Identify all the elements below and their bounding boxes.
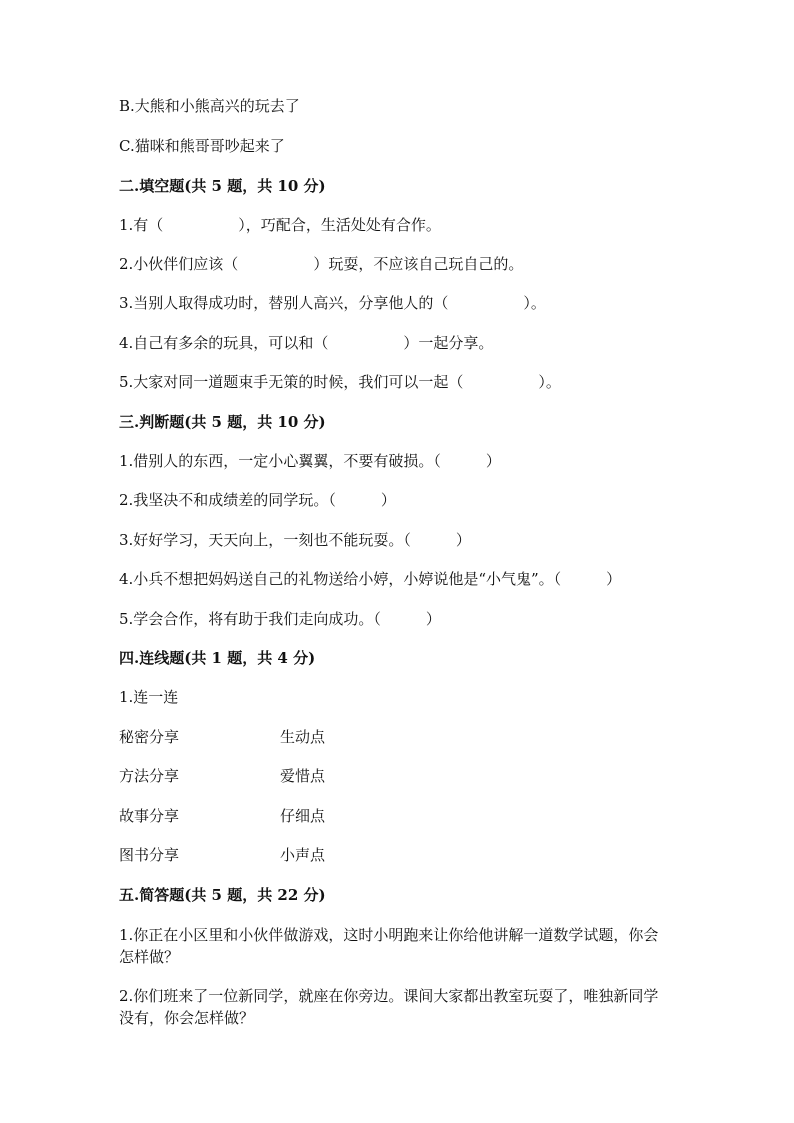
- matching-right-item: 小声点: [280, 846, 326, 864]
- question-item: 2.小伙伴们应该（ ）玩耍，不应该自己玩自己的。: [119, 255, 524, 273]
- matching-left-item: 故事分享: [119, 807, 180, 825]
- section-heading-short-answer: 五.简答题(共 5 题，共 22 分): [119, 886, 326, 904]
- question-item: 2.我坚决不和成绩差的同学玩。（ ）: [119, 491, 396, 509]
- matching-left-item: 秘密分享: [119, 728, 180, 746]
- question-item: 3.当别人取得成功时，替别人高兴，分享他人的（ ）。: [119, 294, 546, 312]
- question-item: 5.学会合作，将有助于我们走向成功。（ ）: [119, 610, 441, 628]
- question-item: 3.好好学习，天天向上，一刻也不能玩耍。（ ）: [119, 531, 471, 549]
- question-item: 1.借别人的东西，一定小心翼翼，不要有破损。（ ）: [119, 452, 501, 470]
- question-item: 1.你正在小区里和小伙伴做游戏，这时小明跑来让你给他讲解一道数学试题，你会怎样做？: [119, 926, 659, 966]
- matching-left-item: 图书分享: [119, 846, 180, 864]
- option-b: B.大熊和小熊高兴的玩去了: [119, 97, 300, 115]
- question-item: 5.大家对同一道题束手无策的时候，我们可以一起（ ）。: [119, 373, 561, 391]
- question-item: 1.有（ ），巧配合，生活处处有合作。: [119, 216, 441, 234]
- matching-left-item: 方法分享: [119, 767, 180, 785]
- question-item: 4.自己有多余的玩具，可以和（ ）一起分享。: [119, 334, 494, 352]
- matching-right-item: 生动点: [280, 728, 326, 746]
- section-heading-matching: 四.连线题(共 1 题，共 4 分): [119, 649, 316, 667]
- matching-right-item: 爱惜点: [280, 767, 326, 785]
- question-item: 2.你们班来了一位新同学，就座在你旁边。课间大家都出教室玩耍了，唯独新同学没有，你会怎样做？: [119, 987, 659, 1027]
- section-heading-judgement: 三.判断题(共 5 题，共 10 分): [119, 413, 326, 431]
- section-heading-fill-blank: 二.填空题(共 5 题，共 10 分): [119, 177, 326, 195]
- option-c: C.猫咪和熊哥哥吵起来了: [119, 137, 285, 155]
- matching-question: 1.连一连: [119, 688, 179, 706]
- matching-right-item: 仔细点: [280, 807, 326, 825]
- question-item: 4.小兵不想把妈妈送自己的礼物送给小婷，小婷说他是“小气鬼”。（ ）: [119, 570, 622, 588]
